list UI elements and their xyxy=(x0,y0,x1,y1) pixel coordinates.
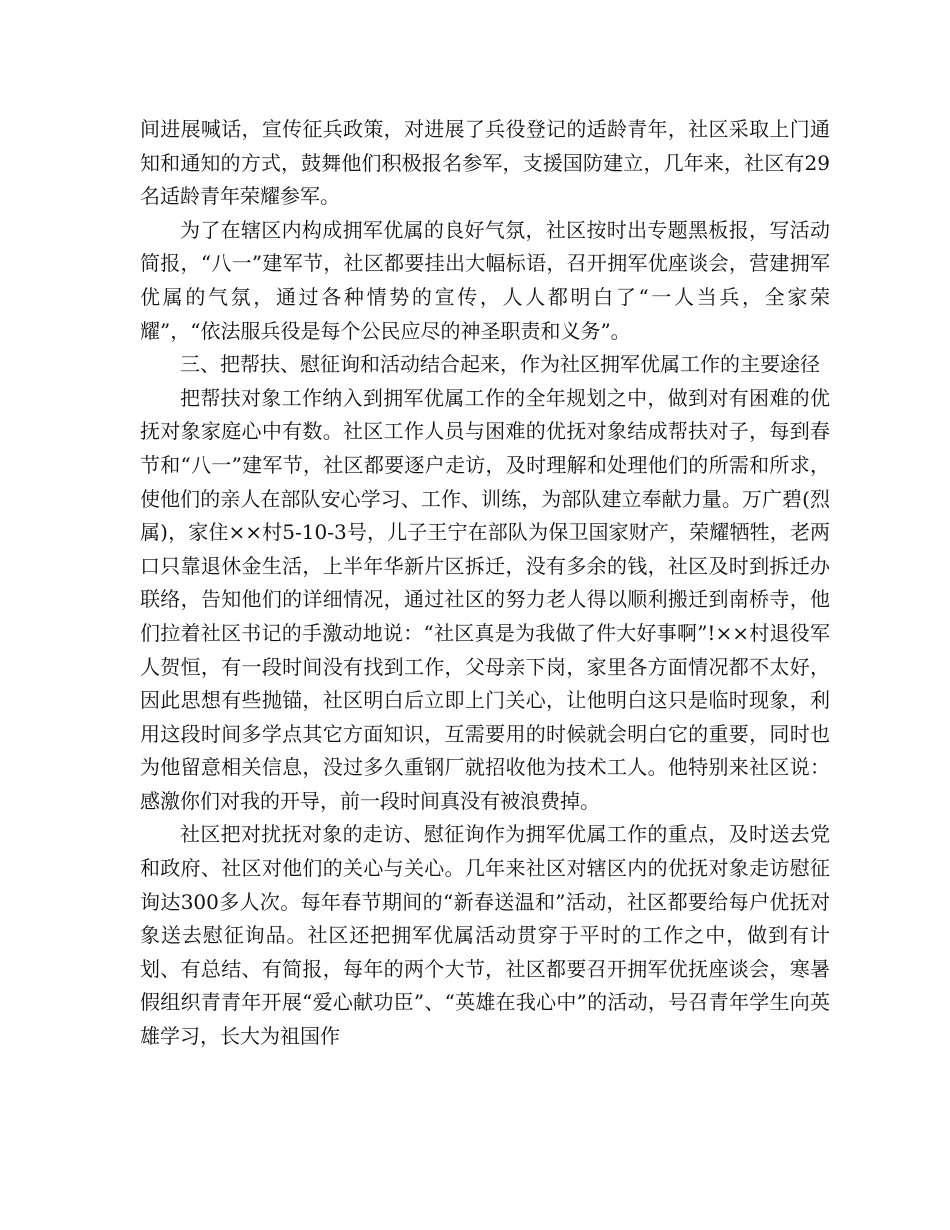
paragraph-visits: 社区把对扰抚对象的走访、慰征询作为拥军优属工作的重点，及时送去党和政府、社区对他们的关心与关心。几年来社区对辖区内的优抚对象走访慰征询达300多人次。每年春节期间的“新春送温和”活动，社区都要给每户优抚对象送去慰征询品。社区还把拥军优属活动贯穿于平时的工作之中，做到有计划、有总结、有简报，每年的两个大节，社区都要召开拥军优抚座谈会，寒暑假组织青青年开展“爱心献功臣”、“英雄在我心中”的活动，号召青年学生向英雄学习，长大为祖国作 xyxy=(140,822,830,1049)
paragraph-propaganda: 为了在辖区内构成拥军优属的良好气氛，社区按时出专题黑板报，写活动简报，“八一”建军节，社区都要挂出大幅标语，召开拥军优座谈会，营建拥军优属的气氛，通过各种情势的宣传，人人都明白了“一人当兵，全家荣耀”，“依法服兵役是每个公民应尽的神圣职责和义务”。 xyxy=(140,217,830,343)
section-heading: 三、把帮扶、慰征询和活动结合起来，作为社区拥军优属工作的主要途径 xyxy=(180,352,820,377)
paragraph-assistance: 把帮扶对象工作纳入到拥军优属工作的全年规划之中，做到对有困难的优抚对象家庭心中有数。社区工作人员与困难的优抚对象结成帮扶对子，每到春节和“八一”建军节，社区都要逐户走访，及时理解和处理他们的所需和所求，使他们的亲人在部队安心学习、工作、训练，为部队建立奉献力量。万广碧(烈属)，家住××村5-10-3号，儿子王宁在部队为保卫国家财产，荣耀牺牲，老两口只靠退休金生活，上半年华新片区拆迁，没有多余的钱，社区及时到拆迁办联络，告知他们的详细情况，通过社区的努力老人得以顺利搬迁到南桥寺，他们拉着社区书记的手激动地说：“社区真是为我做了件大好事啊”!××村退役军人贺恒，有一段时间没有找到工作，父母亲下岗，家里各方面情况都不太好，因此思想有些抛锚，社区明白后立即上门关心，让他明白这只是临时现象，利用这段时间多学点其它方面知识，互需要用的时候就会明白它的重要，同时也为他留意相关信息，没过多久重钢厂就招收他为技术工人。他特别来社区说：感激你们对我的开导，前一段时间真没有被浪费掉。 xyxy=(140,385,830,813)
document-body xyxy=(140,113,830,1054)
paragraph-continuation: 间进展喊话，宣传征兵政策，对进展了兵役登记的适龄青年，社区采取上门通知和通知的方式，鼓舞他们积极报名参军，支援国防建立，几年来，社区有29名适龄青年荣耀参军。 xyxy=(140,117,830,209)
